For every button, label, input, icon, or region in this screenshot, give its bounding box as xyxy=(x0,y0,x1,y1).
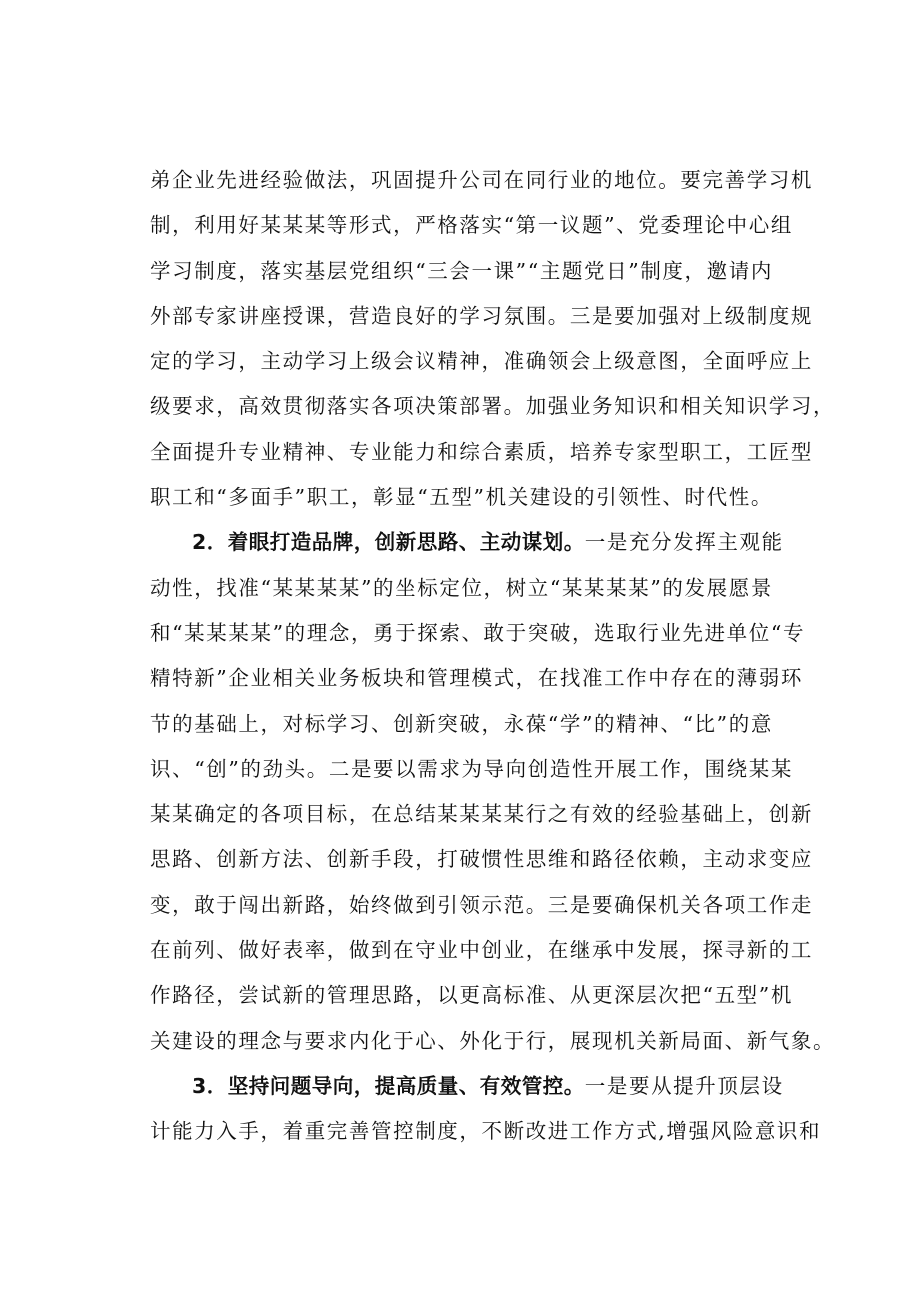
text-line: 某某确定的各项目标，在总结某某某某行之有效的经验基础上，创新 xyxy=(150,802,813,827)
text-line xyxy=(150,1064,822,1109)
text-run: 一是充分发挥主观能 xyxy=(584,530,784,555)
text-line: 职工和“多面手”职工，彰显“五型”机关建设的引领性、时代性。 xyxy=(150,485,773,510)
document-body xyxy=(150,158,836,1155)
text-line: 计能力入手，着重完善管控制度，不断改进工作方式,增强风险意识和 xyxy=(150,1119,822,1144)
section-heading: 3．坚持问题导向，提高质量、有效管控。 xyxy=(192,1073,585,1098)
text-line: 关建设的理念与要求内化于心、外化于行，展现机关新局面、新气象。 xyxy=(150,1028,836,1053)
text-line: 制，利用好某某某等形式，严格落实“第一议题”、党委理论中心组 xyxy=(150,213,793,238)
paragraph-2 xyxy=(150,520,836,1064)
paragraph-3 xyxy=(150,1064,822,1155)
paragraph-1 xyxy=(150,158,836,520)
text-line: 外部专家讲座授课，营造良好的学习氛围。三是要加强对上级制度规 xyxy=(150,303,813,328)
text-line: 作路径，尝试新的管理思路，以更高标准、从更深层次把“五型”机 xyxy=(150,983,793,1008)
text-line: 精特新”企业相关业务板块和管理模式，在找准工作中存在的薄弱环 xyxy=(150,666,803,691)
text-line: 弟企业先进经验做法，巩固提升公司在同行业的地位。要完善学习机 xyxy=(150,168,813,192)
text-line: 级要求，高效贯彻落实各项决策部署。加强业务知识和相关知识学习， xyxy=(150,394,836,419)
text-run: 一是要从提升顶层设 xyxy=(584,1073,784,1098)
text-line: 动性，找准“某某某某”的坐标定位，树立“某某某某”的发展愿景 xyxy=(150,575,773,600)
text-line: 定的学习，主动学习上级会议精神，准确领会上级意图，全面呼应上 xyxy=(150,349,813,374)
text-line: 学习制度，落实基层党组织“三会一课”“主题党日”制度，邀请内 xyxy=(150,258,773,283)
text-line xyxy=(150,520,822,565)
text-line: 识、“创”的劲头。二是要以需求为导向创造性开展工作，围绕某某 xyxy=(150,756,793,781)
text-line: 变，敢于闯出新路，始终做到引领示范。三是要确保机关各项工作走 xyxy=(150,892,813,917)
text-line: 在前列、做好表率，做到在守业中创业，在继承中发展，探寻新的工 xyxy=(150,938,813,963)
text-line: 节的基础上，对标学习、创新突破，永葆“学”的精神、“比”的意 xyxy=(150,711,773,736)
text-line: 和“某某某某”的理念，勇于探索、敢于突破，选取行业先进单位“专 xyxy=(150,620,806,645)
text-line: 全面提升专业精神、专业能力和综合素质，培养专家型职工，工匠型 xyxy=(150,439,813,464)
section-heading: 2．着眼打造品牌，创新思路、主动谋划。 xyxy=(192,530,585,555)
text-line: 思路、创新方法、创新手段，打破惯性思维和路径依赖，主动求变应 xyxy=(150,847,813,872)
